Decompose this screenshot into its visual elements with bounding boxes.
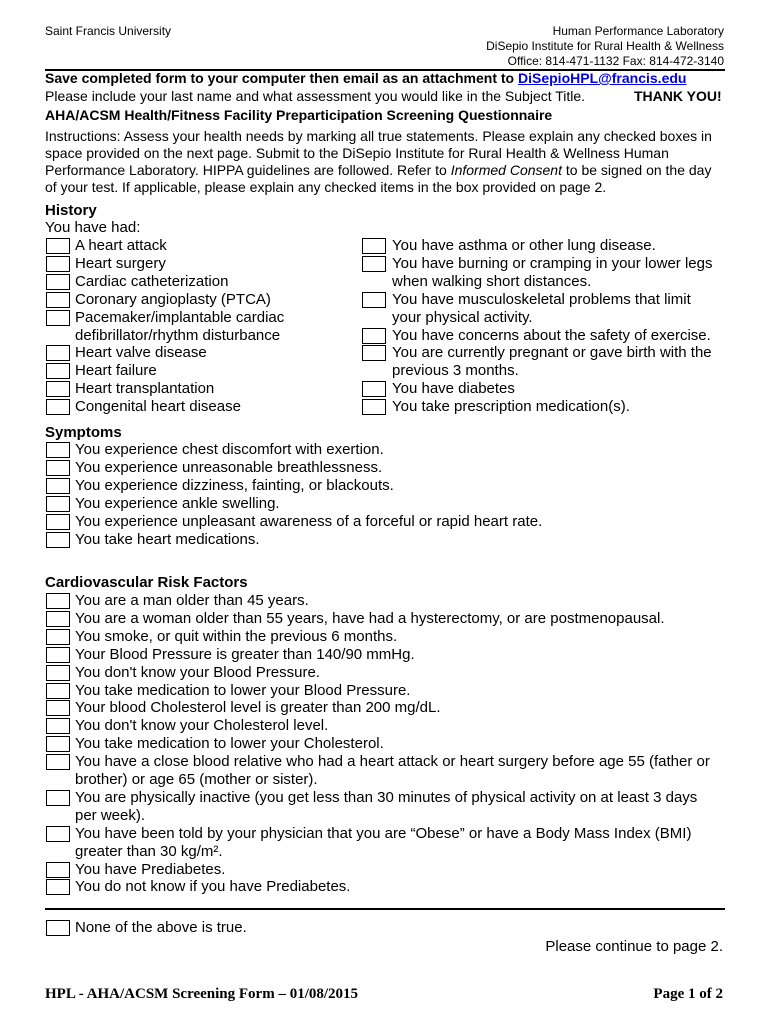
risk-item-checkbox[interactable] <box>46 754 70 770</box>
risk-item-checkbox[interactable] <box>46 683 70 699</box>
history-item-checkbox[interactable] <box>46 292 70 308</box>
symptom-item-label: You take heart medications. <box>75 530 260 548</box>
section-rule <box>45 908 725 910</box>
thank-you: THANK YOU! <box>634 88 722 104</box>
risk-item-label: You don't know your Cholesterol level. <box>75 717 329 735</box>
university-name: Saint Francis University <box>45 24 172 38</box>
institute-name: DiSepio Institute for Rural Health & Wellness <box>486 39 724 53</box>
risk-item-label: You are a woman older than 55 years, have had a hysterectomy, or are postmenopausal. <box>75 609 665 627</box>
risk-item-label: You have Prediabetes. <box>75 860 226 878</box>
history-item-label: Cardiac catheterization <box>75 272 229 290</box>
history-item-label: You take prescription medication(s). <box>392 398 630 416</box>
history-item-label: You are currently pregnant or gave birth with the <box>392 344 712 362</box>
history-item-label: You have diabetes <box>392 380 515 398</box>
history-item-checkbox[interactable] <box>46 381 70 397</box>
risk-item-checkbox[interactable] <box>46 593 70 609</box>
history-heading: History <box>45 202 97 219</box>
symptom-item-label: You experience unreasonable breathlessness. <box>75 458 383 476</box>
history-item-label: Congenital heart disease <box>75 398 241 416</box>
risk-item-label: You have been told by your physician that you are “Obese” or have a Body Mass Index (BMI) <box>75 824 692 842</box>
history-item-label: You have musculoskeletal problems that limit <box>392 290 691 308</box>
risk-item-label: You take medication to lower your Blood Pressure. <box>75 681 411 699</box>
history-item-checkbox[interactable] <box>362 328 386 344</box>
risk-item-label: You do not know if you have Prediabetes. <box>75 878 351 896</box>
symptoms-heading: Symptoms <box>45 424 122 441</box>
history-item-label: Heart transplantation <box>75 380 215 398</box>
history-item-label: Heart surgery <box>75 254 166 272</box>
risk-item-checkbox[interactable] <box>46 611 70 627</box>
history-item-checkbox[interactable] <box>362 345 386 361</box>
history-item-checkbox[interactable] <box>362 238 386 254</box>
history-item-label: when walking short distances. <box>392 272 592 290</box>
history-item-checkbox[interactable] <box>362 399 386 415</box>
risk-item-label: per week). <box>75 806 146 824</box>
history-item-label: You have burning or cramping in your lower legs <box>392 254 713 272</box>
risk-item-label: brother) or age 65 (mother or sister). <box>75 771 318 788</box>
history-item-label: Pacemaker/implantable cardiac <box>75 308 285 326</box>
informed-consent: Informed Consent <box>450 162 562 178</box>
instructions-part2: to be signed on the day of your test. If applicable, please explain any checked items in the box provided on page 2. <box>45 162 712 195</box>
history-item-label: defibrillator/rhythm disturbance <box>75 326 281 344</box>
risk-item-checkbox[interactable] <box>46 862 70 878</box>
risk-item-checkbox[interactable] <box>46 647 70 663</box>
risk-item-checkbox[interactable] <box>46 665 70 681</box>
save-text: Save completed form to your computer then email as an attachment to <box>45 70 515 86</box>
symptom-item-checkbox[interactable] <box>46 532 70 548</box>
risk-heading: Cardiovascular Risk Factors <box>45 574 248 591</box>
history-item-checkbox[interactable] <box>46 274 70 290</box>
risk-item-label: You have a close blood relative who had a heart attack or heart surgery before age 55 (father or <box>75 753 710 771</box>
history-item-label: You have asthma or other lung disease. <box>392 237 656 254</box>
risk-item-label: You are a man older than 45 years. <box>75 592 309 609</box>
symptom-item-checkbox[interactable] <box>46 442 70 458</box>
history-item-checkbox[interactable] <box>46 345 70 361</box>
symptom-item-checkbox[interactable] <box>46 514 70 530</box>
risk-item-label: Your Blood Pressure is greater than 140/90 mmHg. <box>75 645 415 663</box>
instructions-part1: Instructions: Assess your health needs by marking all true statements. Please explain any checked boxes in space provided on the next page. Submit to the DiSepio Institute for Rural Health & Wellness Human Performance Laboratory. HIPPA guidelines are followed. Refer to <box>45 128 712 178</box>
header-contact-block <box>486 24 724 69</box>
symptom-item-label: You experience dizziness, fainting, or blackouts. <box>75 476 394 494</box>
symptom-item-checkbox[interactable] <box>46 460 70 476</box>
history-item-label: Heart failure <box>75 362 157 380</box>
risk-item-checkbox[interactable] <box>46 790 70 806</box>
none-label: None of the above is true. <box>75 919 247 936</box>
continue-note: Please continue to page 2. <box>545 938 723 955</box>
risk-item-checkbox[interactable] <box>46 826 70 842</box>
history-item-label: previous 3 months. <box>392 362 519 380</box>
symptom-item-checkbox[interactable] <box>46 496 70 512</box>
none-checkbox[interactable] <box>46 920 70 936</box>
lab-name: Human Performance Laboratory <box>552 24 724 38</box>
risk-item-label: Your blood Cholesterol level is greater than 200 mg/dL. <box>75 699 441 717</box>
footer-form-id: HPL - AHA/ACSM Screening Form – 01/08/2015 <box>45 986 359 1002</box>
history-item-checkbox[interactable] <box>362 292 386 308</box>
symptom-item-label: You experience ankle swelling. <box>75 494 280 512</box>
history-lead: You have had: <box>45 219 141 236</box>
risk-item-checkbox[interactable] <box>46 736 70 752</box>
risk-item-label: You smoke, or quit within the previous 6 months. <box>75 627 398 645</box>
history-item-checkbox[interactable] <box>46 363 70 379</box>
risk-item-checkbox[interactable] <box>46 700 70 716</box>
history-item-checkbox[interactable] <box>46 256 70 272</box>
history-item-label: You have concerns about the safety of exercise. <box>392 326 711 344</box>
form-title: AHA/ACSM Health/Fitness Facility Preparticipation Screening Questionnaire <box>45 107 553 123</box>
risk-item-checkbox[interactable] <box>46 718 70 734</box>
risk-item-checkbox[interactable] <box>46 629 70 645</box>
history-item-label: Heart valve disease <box>75 344 207 362</box>
risk-item-label: You take medication to lower your Cholesterol. <box>75 735 384 753</box>
risk-item-checkbox[interactable] <box>46 879 70 895</box>
history-item-checkbox[interactable] <box>46 310 70 326</box>
symptom-item-checkbox[interactable] <box>46 478 70 494</box>
history-item-label: A heart attack <box>75 237 167 254</box>
history-item-checkbox[interactable] <box>46 238 70 254</box>
symptom-item-label: You experience chest discomfort with exertion. <box>75 441 384 458</box>
subject-instruction: Please include your last name and what assessment you would like in the Subject Title. <box>45 88 586 104</box>
history-item-checkbox[interactable] <box>46 399 70 415</box>
save-instruction <box>45 70 686 86</box>
risk-item-label: greater than 30 kg/m². <box>75 842 223 860</box>
history-item-checkbox[interactable] <box>362 256 386 272</box>
risk-item-label: You don't know your Blood Pressure. <box>75 663 320 681</box>
history-item-label: your physical activity. <box>392 308 533 326</box>
risk-item-label: You are physically inactive (you get less than 30 minutes of physical activity on at least 3 days <box>75 788 698 806</box>
history-item-label: Coronary angioplasty (PTCA) <box>75 290 271 308</box>
contact-info: Office: 814-471-1132 Fax: 814-472-3140 <box>507 54 724 68</box>
instructions <box>45 128 725 196</box>
history-item-checkbox[interactable] <box>362 381 386 397</box>
symptom-item-label: You experience unpleasant awareness of a forceful or rapid heart rate. <box>75 512 543 530</box>
footer-page-number: Page 1 of 2 <box>653 986 723 1002</box>
email-link[interactable]: DiSepioHPL@francis.edu <box>518 70 687 86</box>
